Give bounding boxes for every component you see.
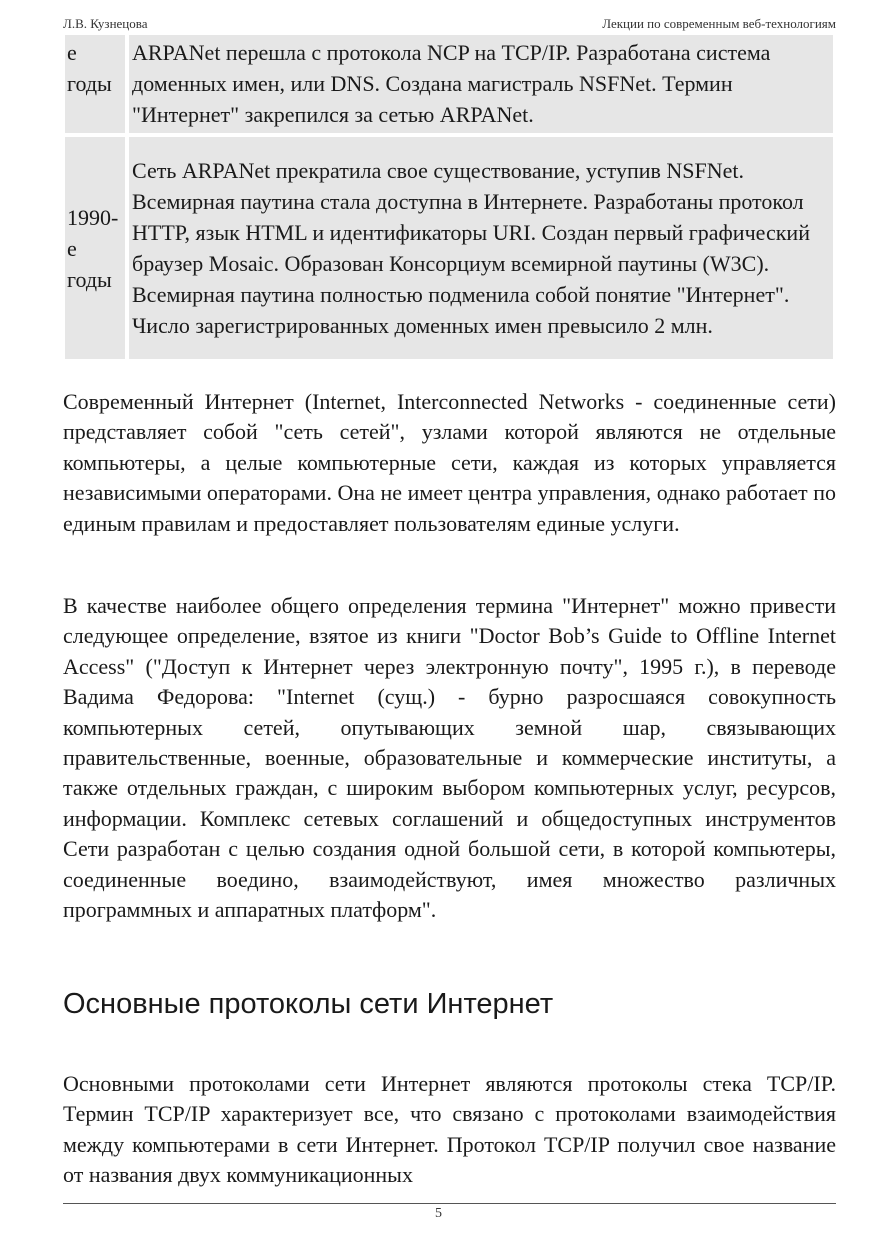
internet-history-table: [65, 35, 833, 359]
table-cell-events: [129, 133, 833, 359]
period-text: 1990- е годы: [67, 204, 119, 292]
table-row: [65, 133, 833, 359]
table-cell-period: [65, 133, 129, 359]
table-cell-events: [129, 35, 833, 133]
header-author: Л.В. Кузнецова: [63, 16, 148, 31]
header-course-title: Лекции по современным веб-технологиям: [602, 16, 836, 31]
page-header: [63, 16, 836, 36]
table-row: [65, 35, 833, 133]
events-text: ARPANet перешла с протокола NCP на TCP/IP. Разработана система доменных имен, или DNS. Создана магистраль NSFNet. Термин "Интернет" закрепился за сетью ARPANet.: [132, 40, 771, 127]
body-paragraph: В качестве наиболее общего определения термина "Интернет" можно привести следующее определение, взятое из книги "Doctor Bob’s Guide to Offline Internet Access" ("Доступ к Интернет через электронную почту", 1995 г.), в переводе Вадима Федорова: "Internet (сущ.) - бурно разросшаяся совокупность компьютерных сетей, опутывающих земной шар, связывающих правительственные, военные, образовательные и коммерческие институты, а также отдельных граждан, с широким выбором компьютерных услуг, ресурсов, информации. Комплекс сетевых соглашений и общедоступных инструментов Сети разработан с целью создания одной большой сети, в которой компьютеры, соединенные воедино, взаимодействуют, имея множество различных программных и аппаратных платформ".: [63, 593, 836, 923]
table-cell-period: [65, 35, 129, 133]
events-text: Сеть ARPANet прекратила свое существование, уступив NSFNet. Всемирная паутина стала доступна в Интернете. Разработаны протокол HTTP, язык HTML и идентификаторы URI. Создан первый графический браузер Mosaic. Образован Консорциум всемирной паутины (W3C). Всемирная паутина полностью подменила собой понятие "Интернет". Число зарегистрированных доменных имен превысило 2 млн.: [132, 158, 810, 338]
footer-divider: [63, 1203, 836, 1204]
page-number: 5: [435, 1206, 442, 1221]
body-paragraph: Основными протоколами сети Интернет являются протоколы стека TCP/IP. Термин TCP/IP характеризует все, что связано с протоколами взаимодействия между компьютерами в сети Интернет. Протокол TCP/IP получил свое название от названия двух коммуникационных: [63, 1071, 836, 1188]
section-heading: Основные протоколы сети Интернет: [63, 988, 554, 1020]
period-text: е годы: [67, 40, 112, 96]
body-paragraph: Современный Интернет (Internet, Interconnected Networks - соединенные сети) представляет собой "сеть сетей", узлами которой являются не отдельные компьютеры, а целые компьютерные сети, каждая из которых управляется независимыми операторами. Она не имеет центра управления, однако работает по единым правилам и предоставляет пользователям единые услуги.: [63, 389, 836, 536]
